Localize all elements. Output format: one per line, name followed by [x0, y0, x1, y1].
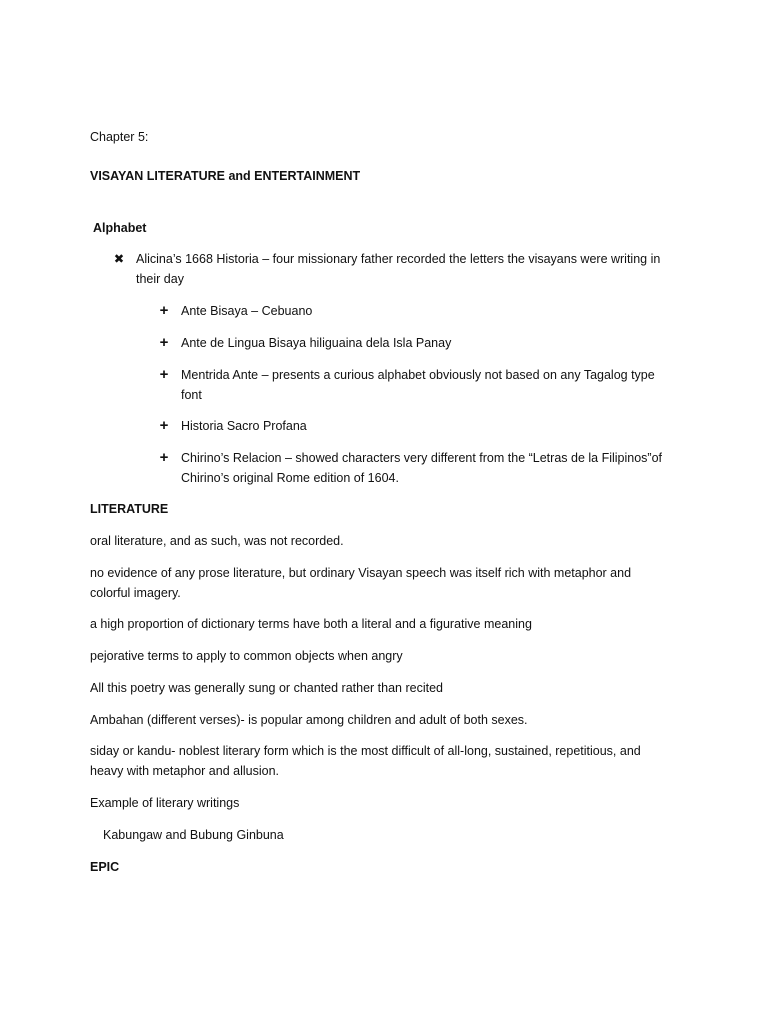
alphabet-sub-item: Historia Sacro Profana — [181, 419, 307, 433]
plus-bullet-icon: + — [159, 366, 169, 383]
document-title: VISAYAN LITERATURE and ENTERTAINMENT — [90, 169, 361, 183]
plus-bullet-icon: + — [159, 334, 169, 351]
plus-bullet-icon: + — [159, 302, 169, 319]
alphabet-sub-item: Ante Bisaya – Cebuano — [181, 304, 313, 318]
chapter-label: Chapter 5: — [90, 130, 149, 144]
cross-bullet-icon: ✖ — [113, 252, 125, 266]
literature-paragraph: Ambahan (different verses)- is popular among children and adult of both sexes. — [90, 713, 528, 727]
literature-paragraph: All this poetry was generally sung or chanted rather than recited — [90, 681, 443, 695]
literature-paragraph: siday or kandu- noblest literary form which is the most difficult of all-long, sustained, repetitious, and heavy with metaphor and allusion. — [90, 744, 641, 778]
literature-paragraph: a high proportion of dictionary terms have both a literal and a figurative meaning — [90, 617, 532, 631]
literature-heading: LITERATURE — [90, 502, 169, 516]
alphabet-heading: Alphabet — [93, 221, 147, 235]
literature-paragraph: Example of literary writings — [90, 796, 240, 810]
literature-paragraph: pejorative terms to apply to common objects when angry — [90, 649, 403, 663]
literature-paragraph: oral literature, and as such, was not recorded. — [90, 534, 344, 548]
literature-paragraph: no evidence of any prose literature, but ordinary Visayan speech was itself rich with metaphor and colorful imagery. — [90, 566, 632, 600]
literature-example: Kabungaw and Bubung Ginbuna — [103, 828, 284, 842]
epic-heading: EPIC — [90, 860, 120, 874]
alphabet-sub-item: Mentrida Ante – presents a curious alphabet obviously not based on any Tagalog type font — [181, 368, 655, 402]
alphabet-sub-item: Chirino’s Relacion – showed characters very different from the “Letras de la Filipinos”of Chirino’s original Rome edition of 1604. — [181, 451, 663, 485]
alphabet-main-item: Alicina’s 1668 Historia – four missionary father recorded the letters the visayans were writing in their day — [136, 252, 661, 286]
plus-bullet-icon: + — [159, 449, 169, 466]
plus-bullet-icon: + — [159, 417, 169, 434]
alphabet-sub-item: Ante de Lingua Bisaya hiliguaina dela Isla Panay — [181, 336, 452, 350]
